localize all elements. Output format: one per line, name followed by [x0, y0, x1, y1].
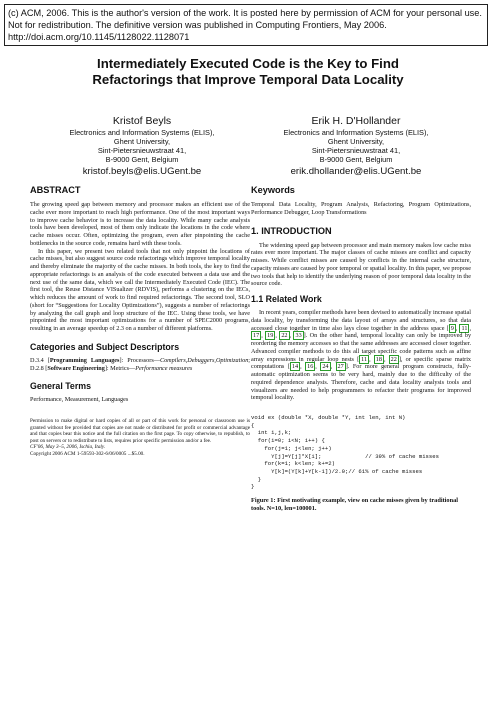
citation-link[interactable]: 22: [390, 355, 397, 363]
citation-link[interactable]: 14: [291, 363, 299, 371]
general-terms-text: Performance, Measurement, Languages: [30, 396, 129, 404]
intro-heading: 1. INTRODUCTION: [251, 225, 332, 236]
author-block-2: [256, 115, 456, 178]
permission-block: [30, 418, 250, 457]
author-affiliation-line: Sint-Pietersnieuwstraat 41,: [311, 146, 401, 155]
author-affiliation-line: Sint-Pietersnieuwstraat 41,: [97, 146, 187, 155]
related-work-paragraph: In recent years, compiler methods have been devised to automatically increase spatial data locality, by transforming the data layout of arrays and structures, so that data accessed close together in time also lays close together in the address space [ 9 , 11 , 17 , 19 , 22 , 33 ]. On the other hand, temporal locality can only be improved by reordering the memory accesses so that the same addresses are accessed closer together. Advanced compiler methods to do this all target specific code patterns such as affine array expressions in regular loop nests [ 11 , 18 , 22 ], or specific sparse matrix computations [ 14 , 16 , 24 , 27 ]. For more general program constructs, fully-automatic optimization seems to be very hard, mainly due to the difficulty of the required dependence analysis. Therefore, cache and data locality analysis tools and visualizers are needed to help programmers to refactor their programs for improved temporal locality.: [251, 309, 472, 402]
code-line: void ex (double *X, double *Y, int len, int N): [251, 414, 406, 421]
author-name: Kristof Beyls: [112, 115, 172, 127]
code-line: }: [251, 483, 255, 491]
copyright-notice-text: (c) ACM, 2006. This is the author's version of the work. It is posted here by permission of ACM for your personal use. Not for redistribution. The definitive version was published in Computing Frontiers, May 2006. http://doi.acm.org/10.1145/1128022.1128071: [8, 8, 482, 42]
author-email[interactable]: erik.dhollander@elis.UGent.be: [290, 166, 422, 177]
citation-link[interactable]: 18: [375, 355, 382, 363]
code-line: int i,j,k;: [251, 429, 292, 437]
figure-label: Figure 1:: [251, 497, 276, 505]
code-line: }: [251, 475, 262, 483]
right-column: [251, 185, 471, 513]
citation-link[interactable]: 24: [322, 363, 329, 371]
copyright-notice-box: [4, 4, 488, 46]
title-line-1: Intermediately Executed Code is the Key to Find: [97, 56, 399, 71]
citation-link[interactable]: 17: [253, 332, 260, 340]
citation-link[interactable]: 11: [461, 324, 468, 332]
venue-line: CF'06, May 3–5, 2006, Ischia, Italy.: [30, 444, 106, 451]
author-affiliation-line: Electronics and Information Systems (ELIS),: [69, 128, 215, 137]
intro-paragraph: The widening speed gap between processor and main memory makes low cache miss rates ever more important. The major classes of cache misses are conflict and capacity misses. While conflict misses are caused by conflicts in the internal cache structure, capacity misses are caused by poor temporal or spatial locality. In this paper, we propose two tools that help to identify the underlying reason of poor temporal data locality in the source code.: [251, 241, 471, 288]
author-name: Erik H. D'Hollander: [311, 115, 401, 127]
paper-title: [0, 56, 496, 88]
citation-link[interactable]: 19: [267, 332, 274, 340]
abstract-paragraph: The growing speed gap between memory and processor makes an efficient use of the cache ever more important to reach high performance. One of the most important ways to improve cache behavior is to increase the data locality. While many cache analysis tools have been developed, most of them only indicate the locations in the code where cache misses occur. Often, optimizing the program, even after pinpointing the cache bottlenecks in the source code, remains hard with these tools.: [30, 201, 250, 247]
citation-link[interactable]: 33: [295, 332, 302, 340]
figure-caption: Figure 1: First motivating example, view on cache misses given by traditional tools. N=10, len=100001.: [251, 497, 458, 512]
author-affiliation-line: B-9000 Gent, Belgium: [319, 155, 393, 164]
general-terms-heading: General Terms: [30, 381, 91, 392]
abstract-paragraph: In this paper, we present two related tools that not only pinpoint the locations of cache misses, but also suggest source code refactorings which improve temporal locality and thereby eliminate the majority of the cache misses. In both tools, the key to find the appropriate refactorings is an analysis of the code executed between a data use and the next use of the same data, which we call the Intermediately Executed Code (IEC). The first tool, the Reuse Distance VISualizer (RDVIS), performs a clustering on the IECs, which reduces the amount of work to find required refactorings. The second tool, SLO (short for “Suggestions for Locality Optimizations”), suggests a number of refactorings by analyzing the call graph and loop structure of the IEC. Using these tools, we have pinpointed the most important optimizations for a number of SPEC2000 programs, resulting in an average speedup of 2.3 on a number of different platforms.: [30, 247, 250, 332]
copyright-line: Copyright 2006 ACM 1-59593-302-6/06/0005 ...$5.00.: [30, 450, 145, 457]
categories-heading: Categories and Subject Descriptors: [30, 341, 180, 352]
code-line: for(i=0; i<N; i++) {: [251, 437, 325, 445]
left-column: [30, 185, 250, 457]
abstract-heading: ABSTRACT: [30, 185, 81, 195]
author-email[interactable]: kristof.beyls@elis.UGent.be: [82, 166, 202, 177]
author-affiliation-line: Ghent University,: [113, 137, 171, 146]
keywords-text: Temporal Data Locality, Program Analysis, Refactoring, Program Optimizations, Performance Debugger, Loop Transformations: [251, 201, 471, 216]
citation-link[interactable]: 16: [307, 363, 314, 371]
categories-text: D.3.4 [Programming Languages]: Processors—Compilers,Debuggers,Optimization; D.2.8 [Software Engineering]: Metrics—Performance measures: [30, 356, 251, 372]
code-line: for(k=1; k<len; k+=2): [251, 460, 335, 468]
author-affiliation-line: B-9000 Gent, Belgium: [105, 155, 179, 164]
citation-link[interactable]: 9: [450, 324, 454, 332]
code-listing: [251, 414, 471, 491]
code-line: for(j=1; j<len; j++): [251, 444, 332, 452]
citation-link[interactable]: 11: [361, 355, 368, 363]
code-line: {: [251, 421, 255, 429]
author-affiliation-line: Electronics and Information Systems (ELIS),: [283, 128, 429, 137]
author-block-1: [42, 115, 242, 178]
title-line-2: Refactorings that Improve Temporal Data Locality: [92, 72, 404, 87]
citation-link[interactable]: 22: [281, 332, 288, 340]
author-affiliation-line: Ghent University,: [327, 137, 385, 146]
code-line: Y[j]=Y[j]*X[i]; // 39% of cache misses: [251, 452, 439, 460]
keywords-heading: Keywords: [251, 185, 295, 195]
related-work-heading: 1.1 Related Work: [251, 294, 322, 304]
permission-text: Permission to make digital or hard copies of all or part of this work for personal or classroom use is granted without fee provided that copies are not made or distributed for profit or commercial advantage and that copies bear this notice and the full citation on the first page. To copy otherwise, to republish, to post on servers or to redistribute to lists, requires prior specific permission and/or a fee.: [30, 418, 250, 444]
code-line: Y[k]=(Y[k]+Y[k-1])/2.0;// 61% of cache misses: [251, 467, 423, 475]
citation-link[interactable]: 27: [337, 363, 344, 371]
